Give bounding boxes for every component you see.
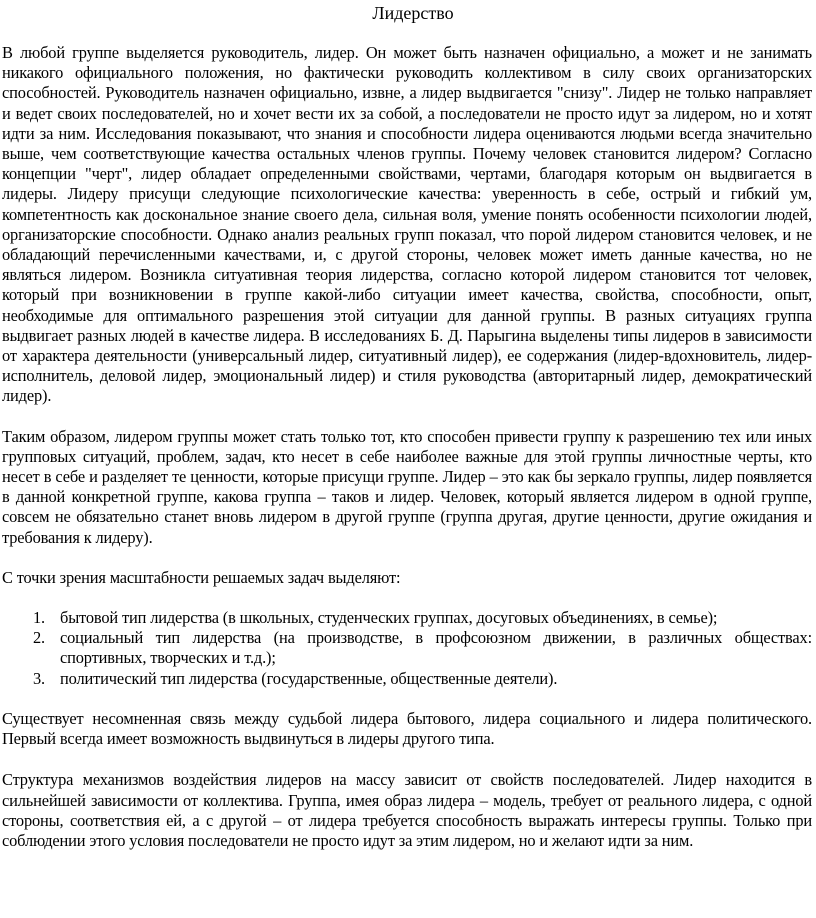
list-item-number: 1. bbox=[33, 608, 45, 628]
document-title: Лидерство bbox=[372, 3, 454, 23]
list-item-text: политический тип лидерства (государственные, общественные деятели). bbox=[60, 668, 558, 688]
leadership-types-list bbox=[2, 608, 812, 689]
paragraph-intro: В любой группе выделяется руководитель, лидер. Он может быть назначен официально, а может и не занимать никакого официального положения, но фактически руководить коллективом в силу своих организаторских способностей. Руководитель назначен официально, извне, а лидер выдвигается "снизу". Лидер не только направляет и ведет своих последователей, но и хочет вести их за собой, а последователи не просто идут за лидером, но и хотят идти за ним. Исследования показывают, что знания и способности лидера оцениваются людьми всегда значительно выше, чем соответствующие качества остальных членов группы. Почему человек становится лидером? Согласно концепции "черт", лидер обладает определенными свойствами, чертами, благодаря которым он выдвигается в лидеры. Лидеру присущи следующие психологические качества: уверенность в себе, острый и гибкий ум, компетентность как доскональное знание своего дела, сильная воля, умение понять особенности психологии людей, организаторские способности. Однако анализ реальных групп показал, что порой лидером становится человек, и не обладающий перечисленными качествами, и, с другой стороны, человек может иметь данные качества, но не являться лидером. Возникла ситуативная теория лидерства, согласно которой лидером становится тот человек, который при возникновении в группе какой-либо ситуации имеет качества, свойства, способности, опыт, необходимые для оптимального разрешения этой ситуации для данной группы. В разных ситуациях группа выдвигает разных людей в качестве лидера. В исследованиях Б. Д. Парыгина выделены типы лидеров в зависимости от характера деятельности (универсальный лидер, ситуативный лидер), ее содержания (лидер-вдохновитель, лидер-исполнитель, деловой лидер, эмоциональный лидер) и стиля руководства (авторитарный лидер, демократический лидер). bbox=[2, 43, 812, 406]
paragraph-scale-intro: С точки зрения масштабности решаемых задач выделяют: bbox=[2, 567, 401, 587]
paragraph-structure: Структура механизмов воздействия лидеров на массу зависит от свойств последователей. Лидер находится в сильнейшей зависимости от коллектива. Группа, имея образ лидера – модель, требует от реального лидера, с одной стороны, соответствия ей, а с другой – от лидера требуется способность выражать интересы группы. Только при соблюдении этого условия последователи не просто идут за этим лидером, но и желают идти за ним. bbox=[2, 770, 812, 850]
list-item bbox=[2, 608, 812, 628]
list-item-number: 2. bbox=[33, 628, 45, 648]
paragraph-connection: Существует несомненная связь между судьбой лидера бытового, лидера социального и лидера политического. Первый всегда имеет возможность выдвинуться в лидеры другого типа. bbox=[2, 708, 812, 749]
list-item-number: 3. bbox=[33, 668, 45, 688]
paragraph-conclusion: Таким образом, лидером группы может стать только тот, кто способен привести группу к разрешению тех или иных групповых ситуаций, проблем, задач, кто несет в себе наиболее важные для этой группы личностные черты, кто несет в себе и разделяет те ценности, которые присущи группе. Лидер – это как бы зеркало группы, лидер появляется в данной конкретной группе, какова группа – таков и лидер. Человек, который является лидером в одной группе, совсем не обязательно станет вновь лидером в другой группе (группа другая, другие ценности, другие ожидания и требования к лидеру). bbox=[2, 426, 812, 547]
list-item-text: бытовой тип лидерства (в школьных, студенческих группах, досуговых объединениях, в семье); bbox=[60, 608, 718, 628]
list-item bbox=[2, 669, 812, 689]
list-item bbox=[2, 628, 812, 668]
list-item-text: социальный тип лидерства (на производстве, в профсоюзном движении, в различных обществах: спортивных, творческих и т.д.); bbox=[60, 628, 812, 668]
